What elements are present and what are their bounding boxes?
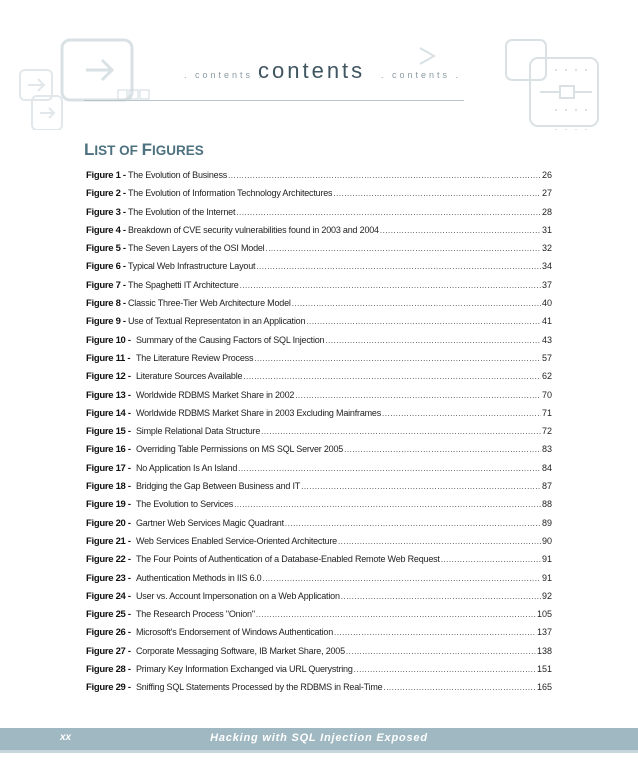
figure-title: Breakdown of CVE security vulnerabilities found in 2003 and 2004 — [128, 224, 379, 235]
figure-entry — [86, 426, 552, 444]
figure-label: Figure 7 - — [86, 279, 126, 291]
figure-entry — [86, 170, 552, 188]
figure-entry — [86, 682, 552, 700]
figure-page-number: 40 — [541, 298, 552, 309]
figure-entry — [86, 390, 552, 408]
figure-page-number: 26 — [541, 170, 552, 180]
figure-entry — [86, 554, 552, 572]
figure-page-number: 87 — [541, 481, 552, 492]
figure-page-number: 84 — [541, 462, 552, 473]
figure-label: Figure 16 - — [86, 444, 131, 456]
figure-title: Primary Key Information Exchanged via URL Querystring — [136, 664, 353, 675]
figure-page-number: 43 — [541, 334, 552, 345]
figure-title: Sniffing SQL Statements Processed by the RDBMS in Real-Time — [136, 682, 383, 693]
figure-entry — [86, 261, 552, 279]
figure-entry — [86, 225, 552, 243]
dot-leader — [295, 391, 541, 400]
dot-leader — [228, 171, 541, 180]
footer-rule — [0, 750, 638, 753]
dot-leader — [338, 537, 541, 546]
dot-leader — [254, 354, 541, 363]
figure-title: The Research Process "Onion" — [136, 609, 255, 620]
figure-page-number: 137 — [536, 627, 552, 638]
figure-label: Figure 2 - — [86, 188, 126, 200]
figure-title: Use of Textual Representaton in an Application — [128, 316, 306, 327]
figure-title: Typical Web Infrastructure Layout — [128, 261, 256, 272]
figure-label: Figure 8 - — [86, 298, 126, 310]
dot-leader — [285, 519, 541, 528]
figure-entry — [86, 499, 552, 517]
figure-label: Figure 29 - — [86, 682, 131, 694]
figure-page-number: 165 — [536, 682, 552, 693]
figure-label: Figure 12 - — [86, 371, 131, 383]
dot-leader — [344, 445, 541, 454]
figure-entry — [86, 646, 552, 664]
figure-page-number: 91 — [541, 554, 552, 565]
figure-label: Figure 22 - — [86, 554, 131, 566]
figure-page-number: 72 — [541, 426, 552, 437]
figure-page-number: 92 — [541, 590, 552, 601]
figure-page-number: 91 — [541, 572, 552, 583]
figure-entry — [86, 627, 552, 645]
figure-title: Corporate Messaging Software, IB Market Share, 2005 — [136, 645, 345, 656]
figure-entry — [86, 536, 552, 554]
figure-label: Figure 5 - — [86, 243, 126, 255]
dot-leader — [306, 317, 541, 326]
header-small-left: . contents . — [184, 70, 265, 80]
dot-leader — [346, 647, 536, 656]
figure-page-number: 41 — [541, 316, 552, 327]
footer-page-number: xx — [60, 732, 72, 743]
figure-label: Figure 25 - — [86, 609, 131, 621]
figure-title: The Evolution of Information Technology Architectures — [128, 188, 333, 199]
dot-leader — [236, 208, 541, 217]
figure-title: User vs. Account Impersonation on a Web Application — [136, 590, 340, 601]
figure-label: Figure 24 - — [86, 590, 131, 602]
dot-leader — [325, 336, 541, 345]
figure-page-number: 105 — [536, 609, 552, 620]
dot-leader — [341, 592, 541, 601]
figure-entry — [86, 463, 552, 481]
figure-label: Figure 27 - — [86, 645, 131, 657]
dot-leader — [333, 189, 541, 198]
figure-entry — [86, 573, 552, 591]
figure-label: Figure 4 - — [86, 224, 126, 236]
dot-leader — [256, 610, 536, 619]
figure-title: Gartner Web Services Magic Quadrant — [136, 517, 284, 528]
figure-entry — [86, 518, 552, 536]
dot-leader — [441, 555, 541, 564]
header-rule — [84, 100, 464, 101]
figure-title: Web Services Enabled Service-Oriented Architecture — [136, 535, 337, 546]
section-title-part-2: IGURES — [152, 143, 204, 158]
dot-leader — [382, 409, 541, 418]
figure-entry — [86, 408, 552, 426]
figure-label: Figure 11 - — [86, 352, 131, 364]
figure-label: Figure 1 - — [86, 170, 126, 181]
figure-title: The Literature Review Process — [136, 352, 254, 363]
figure-label: Figure 15 - — [86, 426, 131, 438]
figure-list — [86, 170, 552, 701]
dot-leader — [380, 226, 541, 235]
figure-label: Figure 28 - — [86, 664, 131, 676]
figure-title: The Spaghetti IT Architecture — [128, 279, 239, 290]
footer-book-title: Hacking with SQL Injection Exposed — [210, 732, 428, 744]
dot-leader — [292, 299, 541, 308]
figure-title: Summary of the Causing Factors of SQL Injection — [136, 334, 325, 345]
figure-page-number: 138 — [536, 645, 552, 656]
figure-entry — [86, 371, 552, 389]
section-title — [84, 140, 204, 160]
figure-title: Simple Relational Data Structure — [136, 426, 261, 437]
figure-title: The Evolution of Business — [128, 170, 228, 180]
figure-entry — [86, 481, 552, 499]
figure-title: Overriding Table Permissions on MS SQL Server 2005 — [136, 444, 344, 455]
dot-leader — [354, 665, 536, 674]
dot-leader — [262, 574, 541, 583]
figure-entry — [86, 591, 552, 609]
page-header — [0, 58, 638, 92]
figure-label: Figure 13 - — [86, 389, 131, 401]
figure-title: The Evolution of the Internet — [128, 206, 236, 217]
figure-page-number: 27 — [541, 188, 552, 199]
figure-title: The Seven Layers of the OSI Model — [128, 243, 265, 254]
figure-label: Figure 14 - — [86, 407, 131, 419]
figure-label: Figure 21 - — [86, 535, 131, 547]
figure-label: Figure 18 - — [86, 481, 131, 493]
figure-page-number: 88 — [541, 499, 552, 510]
figure-label: Figure 10 - — [86, 334, 131, 346]
figure-title: Microsoft's Endorsement of Windows Authentication — [136, 627, 334, 638]
figure-title: Worldwide RDBMS Market Share in 2002 — [136, 389, 295, 400]
figure-entry — [86, 609, 552, 627]
section-title-cap-2: F — [141, 140, 153, 159]
figure-page-number: 31 — [541, 224, 552, 235]
dot-leader — [265, 244, 541, 253]
figure-label: Figure 6 - — [86, 261, 126, 273]
figure-entry — [86, 280, 552, 298]
figure-label: Figure 23 - — [86, 572, 131, 584]
dot-leader — [301, 482, 541, 491]
footer-band — [0, 728, 638, 750]
figure-page-number: 71 — [541, 407, 552, 418]
dot-leader — [243, 372, 541, 381]
figure-entry — [86, 243, 552, 261]
dot-leader — [234, 500, 541, 509]
figure-entry — [86, 664, 552, 682]
figure-label: Figure 19 - — [86, 499, 131, 511]
figure-title: Literature Sources Available — [136, 371, 243, 382]
figure-title: Bridging the Gap Between Business and IT — [136, 481, 301, 492]
figure-page-number: 89 — [541, 517, 552, 528]
figure-page-number: 83 — [541, 444, 552, 455]
figure-page-number: 70 — [541, 389, 552, 400]
figure-title: The Four Points of Authentication of a Database-Enabled Remote Web Request — [136, 554, 440, 565]
figure-title: No Application Is An Island — [136, 462, 238, 473]
figure-label: Figure 20 - — [86, 517, 131, 529]
figure-page-number: 32 — [541, 243, 552, 254]
figure-label: Figure 3 - — [86, 206, 126, 218]
header-title: contents — [258, 58, 366, 83]
figure-entry — [86, 444, 552, 462]
header-small-right: . contents . — [381, 70, 462, 80]
figure-entry — [86, 316, 552, 334]
dot-leader — [383, 683, 535, 692]
figure-page-number: 151 — [536, 664, 552, 675]
figure-entry — [86, 207, 552, 225]
figure-page-number: 34 — [541, 261, 552, 272]
dot-leader — [261, 427, 541, 436]
section-title-cap-1: L — [84, 140, 95, 159]
dot-leader — [334, 628, 536, 637]
figure-entry — [86, 335, 552, 353]
figure-entry — [86, 188, 552, 206]
figure-title: Authentication Methods in IIS 6.0 — [136, 572, 262, 583]
figure-page-number: 57 — [541, 352, 552, 363]
figure-entry — [86, 298, 552, 316]
figure-page-number: 62 — [541, 371, 552, 382]
figure-page-number: 28 — [541, 206, 552, 217]
dot-leader — [238, 464, 541, 473]
figure-title: The Evolution to Services — [136, 499, 234, 510]
figure-entry — [86, 353, 552, 371]
figure-title: Worldwide RDBMS Market Share in 2003 Excluding Mainframes — [136, 407, 382, 418]
figure-label: Figure 17 - — [86, 462, 131, 474]
figure-label: Figure 26 - — [86, 627, 131, 639]
figure-page-number: 37 — [541, 279, 552, 290]
dot-leader — [256, 262, 541, 271]
dot-leader — [240, 281, 541, 290]
figure-page-number: 90 — [541, 535, 552, 546]
figure-label: Figure 9 - — [86, 316, 126, 328]
section-title-part-1: IST OF — [94, 143, 142, 158]
figure-title: Classic Three-Tier Web Architecture Model — [128, 298, 291, 309]
